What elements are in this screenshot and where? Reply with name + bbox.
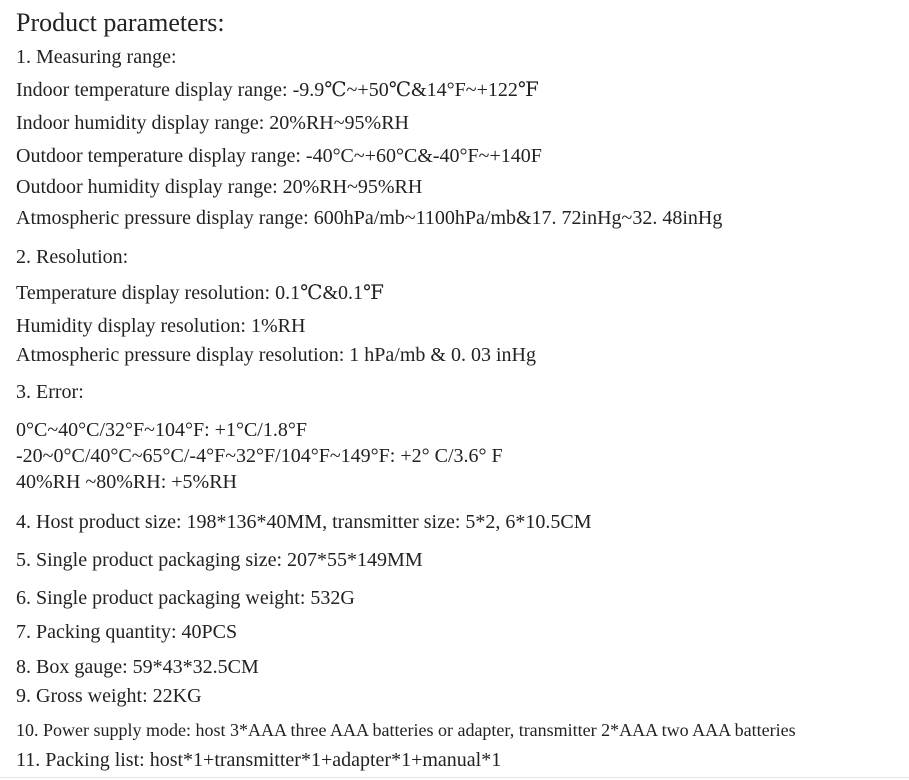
- item-packaging-weight: 6. Single product packaging weight: 532G: [16, 587, 355, 609]
- section-heading-resolution: 2. Resolution:: [16, 246, 129, 268]
- item-packaging-size: 5. Single product packaging size: 207*55*149MM: [16, 549, 423, 571]
- item-packing-quantity: 7. Packing quantity: 40PCS: [16, 621, 238, 643]
- humidity-resolution: Humidity display resolution: 1%RH: [16, 315, 306, 337]
- section-heading-measuring-range: 1. Measuring range:: [16, 46, 177, 68]
- error-temperature-2: -20~0°C/40°C~65°C/-4°F~32°F/104°F~149°F: +2° C/3.6° F: [16, 445, 503, 467]
- item-host-product-size: 4. Host product size: 198*136*40MM, transmitter size: 5*2, 6*10.5CM: [16, 511, 592, 533]
- temperature-resolution: Temperature display resolution: 0.1℃&0.1℉: [16, 282, 384, 304]
- bottom-divider: [0, 777, 909, 778]
- indoor-humidity-range: Indoor humidity display range: 20%RH~95%RH: [16, 112, 409, 134]
- item-box-gauge: 8. Box gauge: 59*43*32.5CM: [16, 656, 259, 678]
- outdoor-humidity-range: Outdoor humidity display range: 20%RH~95%RH: [16, 176, 423, 198]
- atmospheric-pressure-range: Atmospheric pressure display range: 600hPa/mb~1100hPa/mb&17. 72inHg~32. 48inHg: [16, 207, 723, 229]
- item-packing-list: 11. Packing list: host*1+transmitter*1+adapter*1+manual*1: [16, 749, 502, 771]
- outdoor-temperature-range: Outdoor temperature display range: -40°C~+60°C&-40°F~+140F: [16, 145, 542, 167]
- section-heading-error: 3. Error:: [16, 381, 84, 403]
- error-humidity: 40%RH ~80%RH: +5%RH: [16, 471, 237, 493]
- document-title: Product parameters:: [16, 8, 225, 37]
- indoor-temperature-range: Indoor temperature display range: -9.9℃~+50℃&14°F~+122℉: [16, 79, 539, 101]
- pressure-resolution: Atmospheric pressure display resolution: 1 hPa/mb & 0. 03 inHg: [16, 344, 536, 366]
- error-temperature-1: 0°C~40°C/32°F~104°F: +1°C/1.8°F: [16, 419, 307, 441]
- item-gross-weight: 9. Gross weight: 22KG: [16, 685, 202, 707]
- item-power-supply-mode: 10. Power supply mode: host 3*AAA three AAA batteries or adapter, transmitter 2*AAA two AAA batteries: [16, 720, 796, 740]
